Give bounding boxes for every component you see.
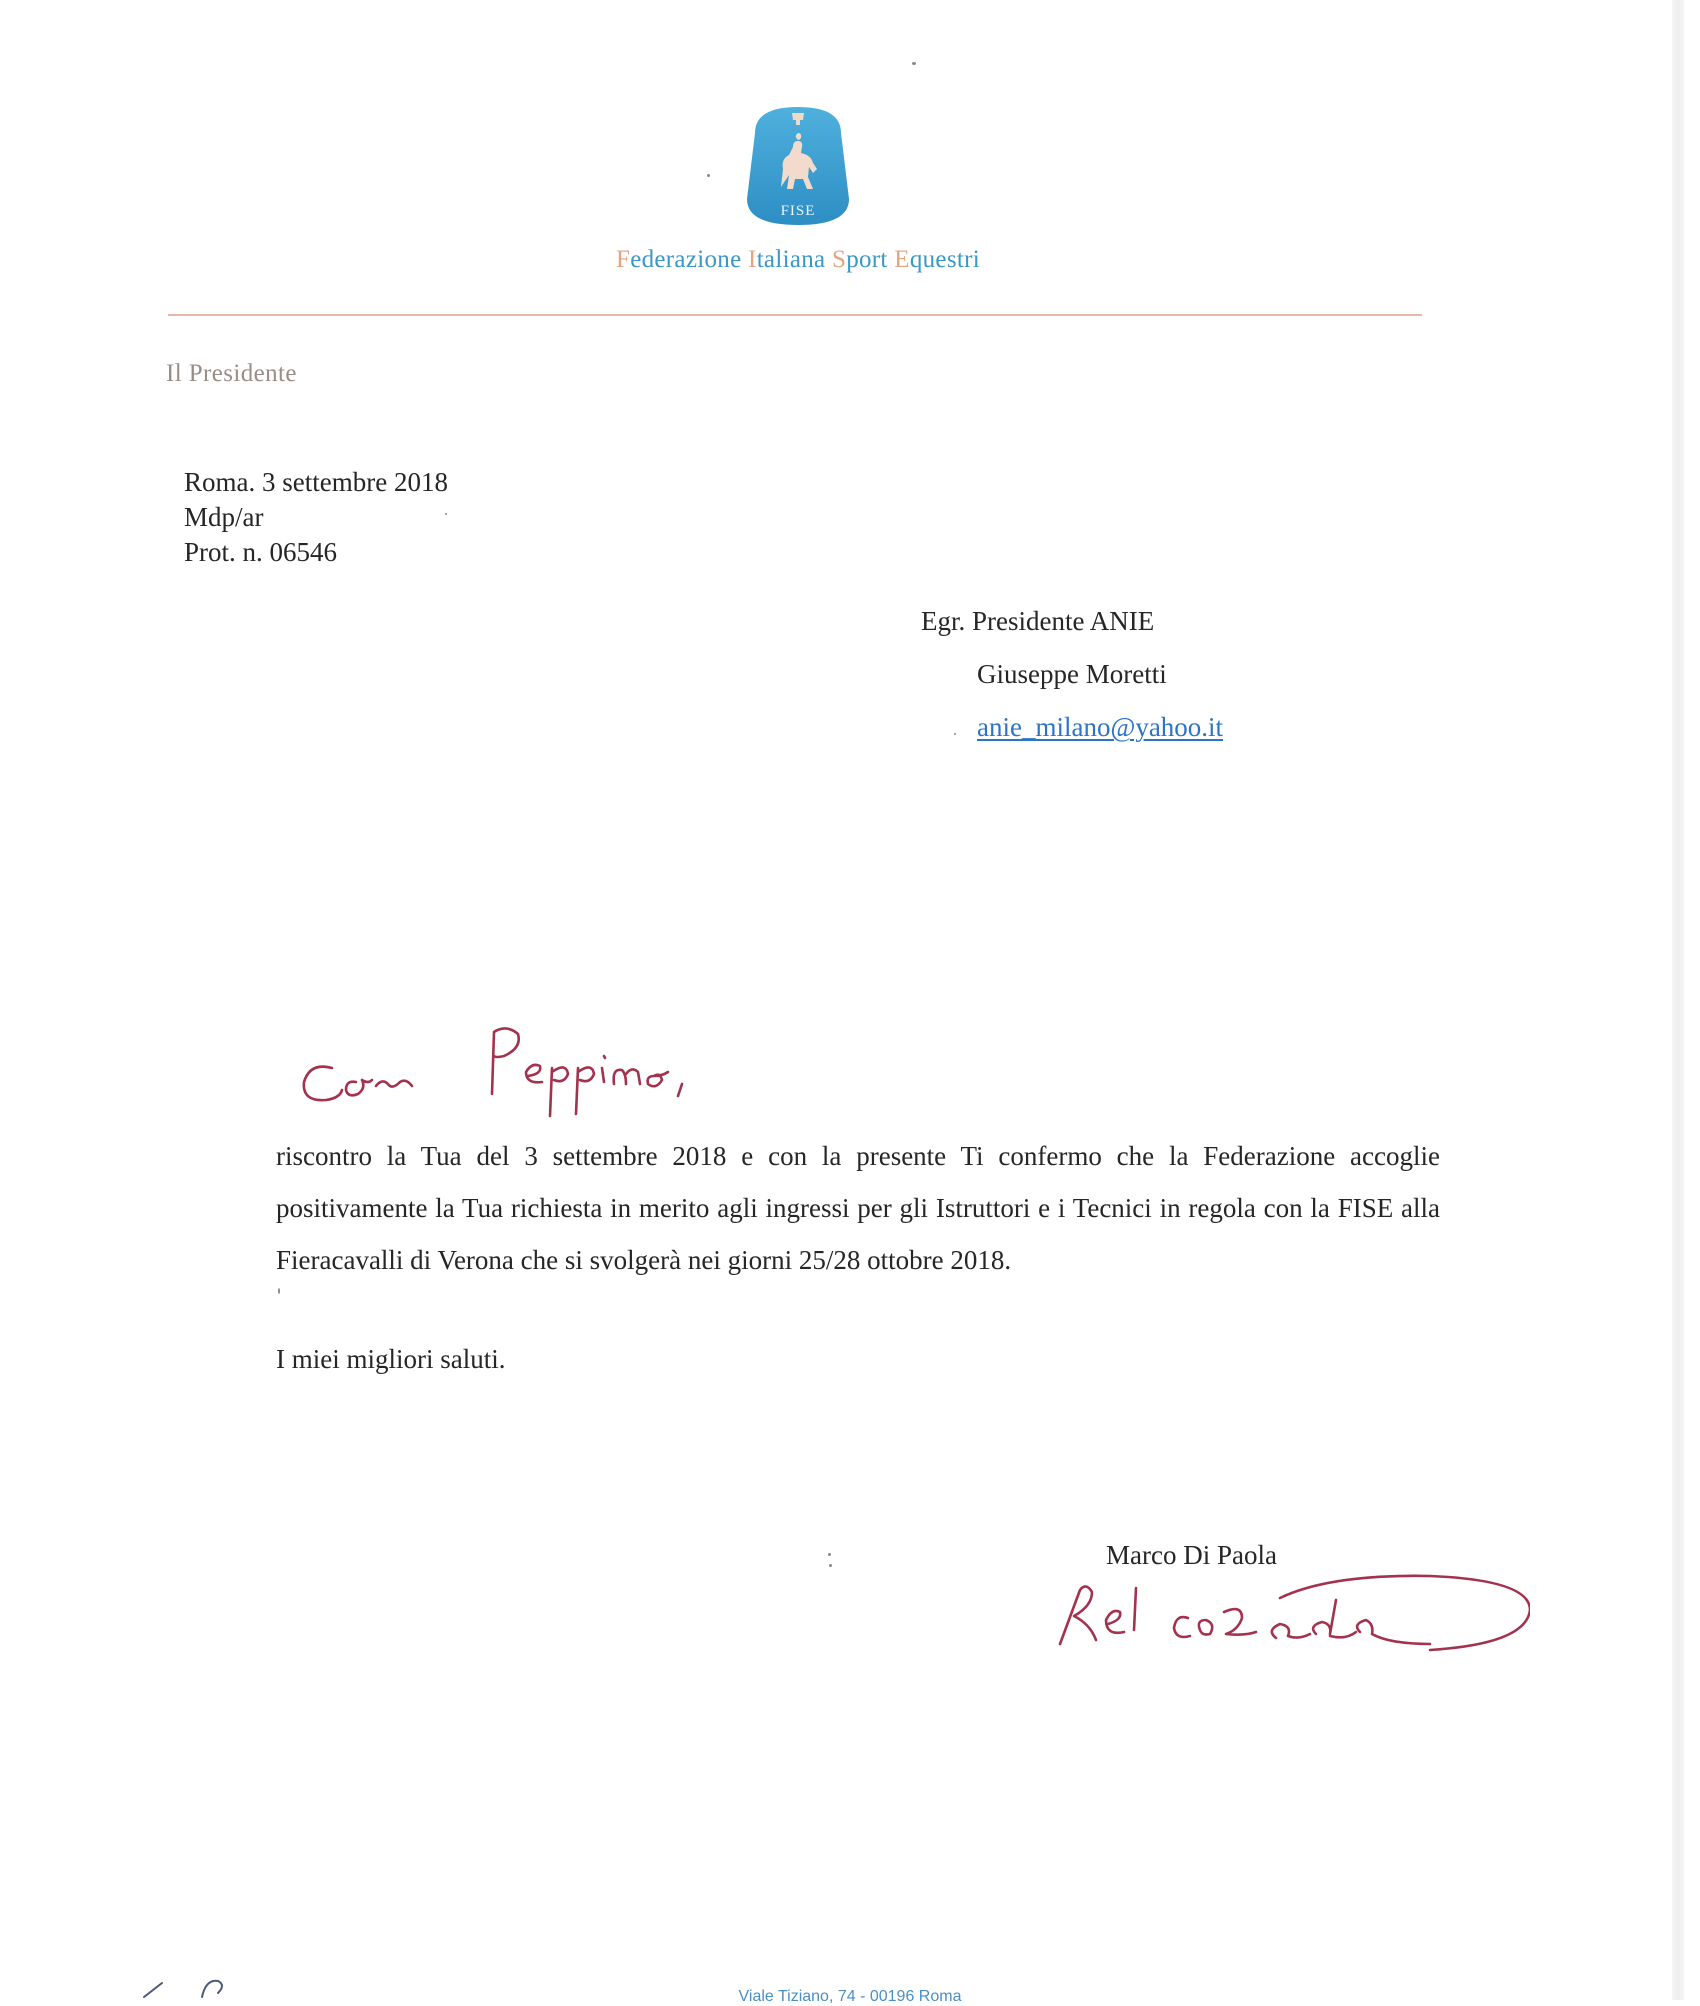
- reference-block: [184, 465, 448, 570]
- org-word-2: Italiana: [748, 246, 826, 273]
- signer-name: Marco Di Paola: [1106, 1540, 1277, 1570]
- closing-line: I miei migliori saluti.: [276, 1344, 506, 1374]
- body-paragraph: riscontro la Tua del 3 settembre 2018 e con la presente Ti confermo che la Federazione accoglie positivamente la Tua richiesta in merito agli ingressi per gli Istruttori e i Tecnici in regola con la FISE alla Fieracavalli di Verona che si svolgerà nei giorni 25/28 ottobre 2018.: [276, 1141, 1440, 1275]
- handwritten-salutation: [296, 1022, 756, 1122]
- scan-speck: [445, 513, 447, 515]
- scan-speck: [828, 1553, 831, 1556]
- protocol-number: Prot. n. 06546: [184, 537, 338, 567]
- scan-speck: [707, 174, 710, 177]
- fise-logo: [741, 103, 855, 229]
- place-date: Roma. 3 settembre 2018: [184, 467, 448, 497]
- handwritten-signature: [1030, 1540, 1530, 1670]
- scan-speck: [954, 733, 956, 735]
- recipient-name: Giuseppe Moretti: [977, 659, 1167, 689]
- recipient-title: Egr. Presidente ANIE: [921, 606, 1155, 636]
- org-word-4: Equestri: [894, 246, 980, 273]
- scan-speck: [912, 62, 916, 65]
- header-divider: [168, 314, 1422, 316]
- org-word-1: Federazione: [616, 246, 742, 273]
- scan-edge-shadow: [1672, 0, 1684, 2000]
- organization-name: [540, 246, 1056, 274]
- letter-body: [184, 1130, 1440, 1286]
- footer-address: Viale Tiziano, 74 - 00196 Roma: [738, 1988, 962, 2005]
- org-word-3: Sport: [831, 246, 888, 273]
- scan-speck: [829, 1564, 832, 1567]
- scan-speck: [278, 1288, 280, 1294]
- sender-role: Il Presidente: [166, 360, 297, 387]
- logo-text: FISE: [780, 203, 816, 219]
- recipient-email-link[interactable]: anie_milano@yahoo.it: [977, 712, 1224, 742]
- initials: Mdp/ar: [184, 502, 264, 532]
- handwritten-footer-initials: [140, 1975, 250, 2000]
